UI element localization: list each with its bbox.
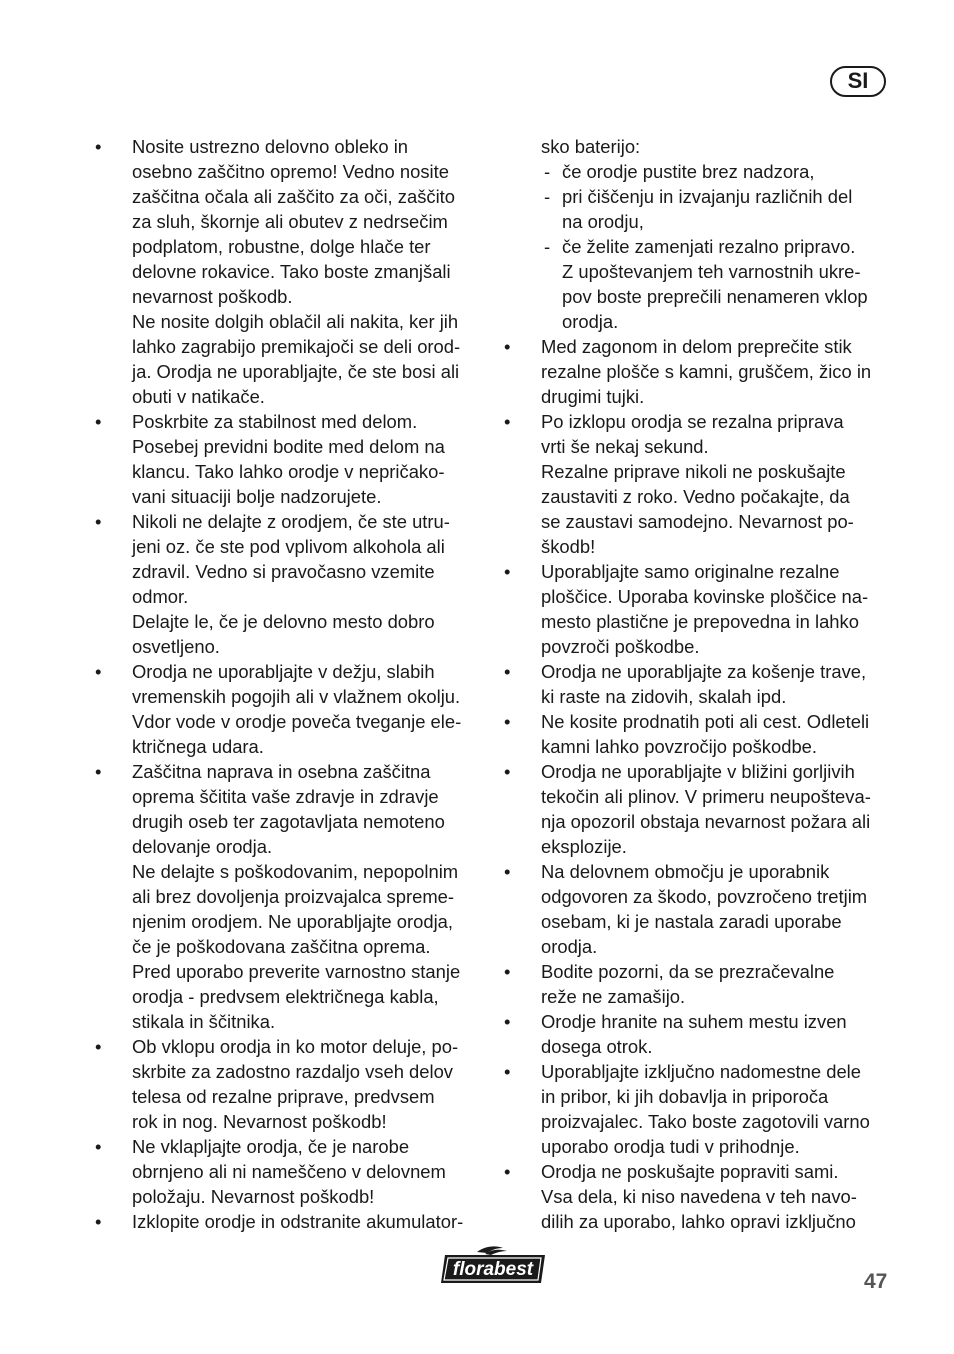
text-line: reže ne zamašijo. (541, 986, 686, 1007)
text-line: Uporabljajte samo originalne rezalne (541, 561, 840, 582)
text-line: delovne rokavice. Tako boste zmanjšali (132, 261, 451, 282)
text-line: Orodja ne uporabljajte v dežju, slabih (132, 661, 435, 682)
text-line: orodja. (541, 936, 598, 957)
text-line: Uporabljajte izključno nadomestne dele (541, 1061, 861, 1082)
dash-mark: - (544, 161, 551, 182)
bullet-mark: • (95, 411, 102, 432)
text-line: telesa od rezalne priprave, predvsem (132, 1086, 435, 1107)
continued-text: sko baterijo: (541, 136, 641, 157)
text-line: Orodja ne uporabljajte za košenje trave, (541, 661, 867, 682)
bullet-item (95, 1034, 485, 1134)
bullet-item (504, 1159, 896, 1234)
text-line: rezalne plošče s kamni, gruščem, žico in (541, 361, 872, 382)
text-line: za sluh, škornje ali obutev z nedrsečim (132, 211, 448, 232)
text-line: Vdor vode v orodje poveča tveganje ele- (132, 711, 462, 732)
bullet-item (504, 759, 896, 859)
text-line: uporabo orodja tudi v prihodnje. (541, 1136, 800, 1157)
text-line: Na delovnem območju je uporabnik (541, 861, 830, 882)
text-line: ki raste na zidovih, skalah ipd. (541, 686, 787, 707)
text-line: zaustaviti z roko. Vedno počakajte, da (541, 486, 850, 507)
text-line: Nosite ustrezno delovno obleko in (132, 136, 409, 157)
bullet-item (504, 1059, 896, 1159)
text-line: tekočin ali plinov. V primeru neupošteva- (541, 786, 871, 807)
text-line: če je poškodovana zaščitna oprema. (132, 936, 431, 957)
bullet-mark: • (504, 411, 511, 432)
text-line: vani situaciji bolje nadzorujete. (132, 486, 382, 507)
text-line: na orodju, (562, 211, 644, 232)
text-line: pov boste preprečili nenameren vklop (562, 286, 868, 307)
text-line: nevarnost poškodb. (132, 286, 293, 307)
bullet-item (95, 134, 485, 409)
bullet-item (504, 959, 896, 1009)
text-line: in pribor, ki jih dobavlja in priporoča (541, 1086, 829, 1107)
text-line: odmor. (132, 586, 189, 607)
bullet-mark: • (95, 1036, 102, 1057)
text-line: Ne vklapljajte orodja, če je narobe (132, 1136, 410, 1157)
text-line: Ne delajte s poškodovanim, nepopolnim (132, 861, 459, 882)
dash-item (504, 234, 896, 334)
logo-text: florabest (452, 1259, 534, 1280)
right-column (504, 134, 896, 1234)
text-line: drugimi tujki. (541, 386, 645, 407)
bullet-item (504, 659, 896, 709)
text-line: osvetljeno. (132, 636, 220, 657)
bullet-mark: • (95, 761, 102, 782)
text-line: škodb! (541, 536, 596, 557)
bullet-mark: • (95, 511, 102, 532)
dash-item (504, 184, 896, 234)
text-line: pri čiščenju in izvajanju različnih del (562, 186, 853, 207)
bullet-mark: • (95, 136, 102, 157)
text-line: obuti v natikače. (132, 386, 265, 407)
text-line: vrti še nekaj sekund. (541, 436, 709, 457)
bullet-item (95, 509, 485, 659)
text-line: delovanje orodja. (132, 836, 273, 857)
bullet-mark: • (504, 711, 511, 732)
text-line: Med zagonom in delom preprečite stik (541, 336, 852, 357)
bullet-item (504, 709, 896, 759)
bullet-mark: • (95, 1211, 102, 1232)
text-line: mesto plastične je prepovedna in lahko (541, 611, 859, 632)
text-line: zaščitna očala ali zaščito za oči, zaščito (132, 186, 456, 207)
text-line: stikala in ščitnika. (132, 1011, 276, 1032)
text-line: Pred uporabo preverite varnostno stanje (132, 961, 461, 982)
text-line: Nikoli ne delajte z orodjem, če ste utru- (132, 511, 450, 532)
bullet-item (504, 1009, 896, 1059)
text-line: Ne nosite dolgih oblačil ali nakita, ker jih (132, 311, 459, 332)
bullet-item (504, 859, 896, 959)
text-line: Zaščitna naprava in osebna zaščitna (132, 761, 431, 782)
text-line: ploščice. Uporaba kovinske ploščice na- (541, 586, 869, 607)
text-line: Ob vklopu orodja in ko motor deluje, po- (132, 1036, 459, 1057)
text-line: Delajte le, če je delovno mesto dobro (132, 611, 435, 632)
bullet-item (95, 409, 485, 509)
dash-mark: - (544, 186, 551, 207)
text-line: drugih oseb ter zagotavljata nemoteno (132, 811, 445, 832)
text-line: oprema ščitita vaše zdravje in zdravje (132, 786, 439, 807)
text-line: orodja - predvsem električnega kabla, (132, 986, 439, 1007)
bullet-mark: • (504, 961, 511, 982)
text-line: se zaustavi samodejno. Nevarnost po- (541, 511, 854, 532)
text-line: Poskrbite za stabilnost med delom. (132, 411, 418, 432)
text-line: lahko zagrabijo premikajoči se deli orod- (132, 336, 461, 357)
text-line: dosega otrok. (541, 1036, 653, 1057)
bullet-mark: • (504, 1011, 511, 1032)
text-line: Orodja ne poskušajte popraviti sami. (541, 1161, 839, 1182)
text-line: klancu. Tako lahko orodje v nepričako- (132, 461, 445, 482)
text-line: orodja. (562, 311, 619, 332)
text-line: položaju. Nevarnost poškodb! (132, 1186, 375, 1207)
text-line: Bodite pozorni, da se prezračevalne (541, 961, 835, 982)
bullet-item (95, 1209, 485, 1234)
text-line: povzroči poškodbe. (541, 636, 700, 657)
text-line: Ne kosite prodnatih poti ali cest. Odleteli (541, 711, 870, 732)
text-line: eksplozije. (541, 836, 627, 857)
text-line: Vsa dela, ki niso navedena v teh navo- (541, 1186, 857, 1207)
bullet-item (504, 409, 896, 559)
text-line: Posebej previdni bodite med delom na (132, 436, 445, 457)
bullet-item (95, 759, 485, 1034)
bullet-mark: • (95, 1136, 102, 1157)
text-line: nja opozoril obstaja nevarnost požara ali (541, 811, 871, 832)
bullet-list (504, 334, 896, 1234)
text-line: ja. Orodja ne uporabljajte, če ste bosi ali (132, 361, 460, 382)
bullet-mark: • (504, 861, 511, 882)
bullet-mark: • (504, 561, 511, 582)
page-number: 47 (864, 1270, 888, 1293)
left-column (95, 134, 485, 1234)
dash-item (504, 159, 896, 184)
text-line: vremenskih pogojih ali v vlažnem okolju. (132, 686, 461, 707)
text-line: ktričnega udara. (132, 736, 264, 757)
text-line: če želite zamenjati rezalno pripravo. (562, 236, 856, 257)
text-line: Orodja ne uporabljajte v bližini gorljivih (541, 761, 855, 782)
language-badge: SI (830, 66, 886, 97)
text-line: njenim orodjem. Ne uporabljajte orodja, (132, 911, 453, 932)
bullet-mark: • (504, 661, 511, 682)
text-line: zdravil. Vedno si pravočasno vzemite (132, 561, 435, 582)
bullet-mark: • (95, 661, 102, 682)
bullet-mark: • (504, 761, 511, 782)
bullet-mark: • (504, 1161, 511, 1182)
bullet-item (504, 559, 896, 659)
text-line: rok in nog. Nevarnost poškodb! (132, 1111, 387, 1132)
text-line: dilih za uporabo, lahko opravi izključno (541, 1211, 856, 1232)
text-line: Izklopite orodje in odstranite akumulator- (132, 1211, 464, 1232)
text-line: osebam, ki je nastala zaradi uporabe (541, 911, 842, 932)
bullet-item (95, 1134, 485, 1209)
text-line: odgovoren za škodo, povzročeno tretjim (541, 886, 868, 907)
text-line: Z upoštevanjem teh varnostnih ukre- (562, 261, 861, 282)
text-line: Rezalne priprave nikoli ne poskušajte (541, 461, 846, 482)
bullet-mark: • (504, 336, 511, 357)
bullet-item (95, 659, 485, 759)
text-line: kamni lahko povzročijo poškodbe. (541, 736, 818, 757)
text-line: če orodje pustite brez nadzora, (562, 161, 815, 182)
text-line: osebno zaščitno opremo! Vedno nosite (132, 161, 449, 182)
text-line: Orodje hranite na suhem mestu izven (541, 1011, 847, 1032)
bullet-mark: • (504, 1061, 511, 1082)
bullet-item (504, 334, 896, 409)
florabest-logo (437, 1244, 551, 1288)
text-line: obrnjeno ali ni nameščeno v delovnem (132, 1161, 446, 1182)
dash-list (504, 159, 896, 334)
text-line: podplatom, robustne, dolge hlače ter (132, 236, 431, 257)
text-line: ali brez dovoljenja proizvajalca spreme- (132, 886, 454, 907)
text-line: jeni oz. če ste pod vplivom alkohola ali (132, 536, 445, 557)
text-line: proizvajalec. Tako boste zagotovili varno (541, 1111, 870, 1132)
text-line: skrbite za zadostno razdaljo vseh delov (132, 1061, 453, 1082)
dash-mark: - (544, 236, 551, 257)
text-line: Po izklopu orodja se rezalna priprava (541, 411, 844, 432)
